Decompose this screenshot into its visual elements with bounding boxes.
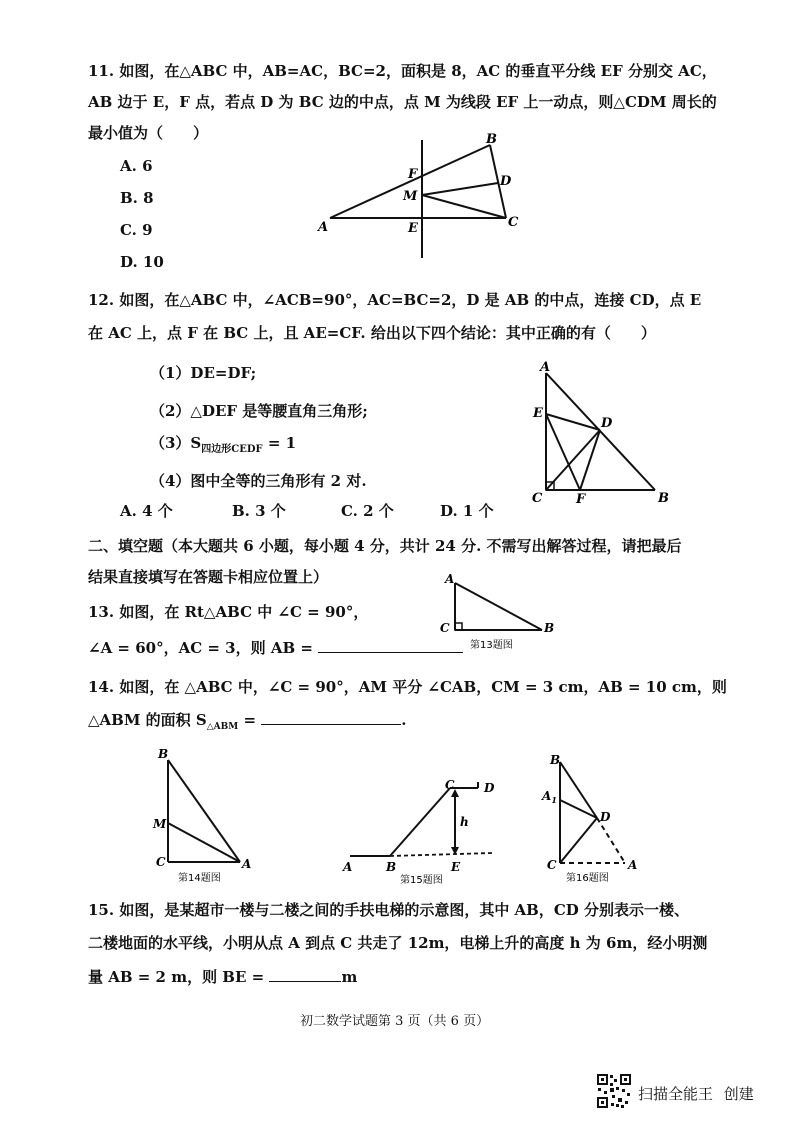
q15-label-b: B (386, 860, 397, 874)
q12-option-a: A. 4 个 (120, 502, 173, 520)
q12-option-c: C. 2 个 (341, 502, 394, 520)
q11-line1: 11. 如图，在△ABC 中，AB=AC，BC=2，面积是 8，AC 的垂直平分线 EF 分别交 AC， (88, 62, 717, 80)
q11-option-b: B. 8 (120, 189, 154, 207)
q15-label-e: E (451, 860, 461, 874)
q12-line1: 12. 如图，在△ABC 中，∠ACB=90°，AC=BC=2，D 是 AB 的中点，连接 CD，点 E (88, 291, 702, 309)
q11-label-c: C (508, 215, 519, 230)
q14-label-m: M (153, 817, 167, 831)
q16-label-d: D (600, 810, 611, 824)
q11-label-b: B (486, 132, 497, 147)
q13-line1: 13. 如图，在 Rt△ABC 中 ∠C = 90°， (88, 603, 369, 621)
q13-label-b: B (544, 621, 555, 635)
q13-label-c: C (440, 621, 450, 635)
q15-label-a: A (343, 860, 353, 874)
q15-label-c: C (445, 778, 455, 792)
q11-label-f: F (408, 167, 418, 182)
q13-label-a: A (445, 572, 455, 586)
q13-line2-text: ∠A = 60°，AC = 3，则 AB = (88, 639, 313, 657)
q14-caption: 第14题图 (178, 873, 221, 884)
q16-label-a1 (541, 789, 557, 805)
q14-line1: 14. 如图，在 △ABC 中，∠C = 90°，AM 平分 ∠CAB，CM = 3 cm，AB = 10 cm，则 (88, 678, 727, 696)
q16-label-b: B (550, 753, 561, 767)
q15-line2: 二楼地面的水平线，小明从点 A 到点 C 共走了 12m，电梯上升的高度 h 为 6m，经小明测 (88, 934, 708, 952)
q11-label-d: D (500, 174, 512, 189)
q12-label-b: B (658, 491, 669, 506)
scanner-watermark (638, 1083, 754, 1104)
q11-option-a: A. 6 (120, 157, 153, 175)
q15-line1: 15. 如图，是某超市一楼与二楼之间的手扶电梯的示意图，其中 AB，CD 分别表示一楼、 (88, 901, 690, 919)
q15-arrow-down (451, 847, 459, 855)
scanner-brand: 扫描全能王 (638, 1085, 714, 1103)
q12-item3-rest: = 1 (262, 434, 297, 452)
q12-label-d: D (601, 416, 613, 431)
q13-caption: 第13题图 (470, 640, 513, 651)
q12-option-d: D. 1 个 (440, 502, 494, 520)
q15-caption: 第15题图 (400, 875, 443, 886)
q14-line2: △ABM 的面积 $S_{\triangle ABM}$ = . (88, 708, 406, 732)
q14-line2-eq: = (238, 711, 257, 729)
q12-item2: （2）△DEF 是等腰直角三角形; (150, 402, 368, 420)
q15-label-d: D (484, 781, 495, 795)
q15-figure (350, 782, 492, 856)
q16-label-c: C (547, 858, 557, 872)
q14-label-c: C (156, 855, 166, 869)
q12-line2: 在 AC 上，点 F 在 BC 上，且 AE=CF. 给出以下四个结论：其中正确的有（ ） (88, 324, 656, 342)
qr-code-icon (596, 1073, 632, 1109)
q15-label-h: h (460, 815, 469, 829)
q15-answer-blank[interactable] (269, 965, 341, 982)
q12-label-a: A (540, 360, 551, 375)
page-footer: 初二数学试题第 3 页（共 6 页） (300, 1014, 490, 1029)
q15-unit: m (341, 968, 358, 986)
q16-label-a1-sub: 1 (551, 795, 557, 805)
q12-option-b: B. 3 个 (232, 502, 286, 520)
q11-label-m: M (403, 189, 418, 204)
q11-line2: AB 边于 E，F 点，若点 D 为 BC 边的中点，点 M 为线段 EF 上一动点，则△CDM 周长的 (88, 93, 717, 111)
q14-line2-lead: △ABM 的面积 S (88, 711, 207, 729)
q12-label-c: C (532, 491, 543, 506)
q14-label-a: A (242, 857, 252, 871)
q12-item4: （4）图中全等的三角形有 2 对. (150, 472, 367, 490)
q15-line3-text: 量 AB = 2 m，则 BE = (88, 968, 265, 986)
q12-label-e: E (533, 406, 543, 421)
q16-label-a: A (628, 858, 638, 872)
q16-caption: 第16题图 (566, 873, 609, 884)
q14-line2-sub: △ABM (206, 722, 239, 732)
scanner-action: 创建 (723, 1085, 754, 1103)
q16-figure (560, 762, 625, 863)
q15-line3 (88, 965, 357, 987)
section2-line1: 二、填空题（本大题共 6 小题，每小题 4 分，共计 24 分. 不需写出解答过程，请把最后 (88, 537, 682, 555)
q11-option-c: C. 9 (120, 221, 153, 239)
q14-label-b: B (158, 747, 169, 761)
section2-line2: 结果直接填写在答题卡相应位置上） (88, 568, 329, 586)
q12-label-f: F (576, 492, 586, 507)
q11-label-e: E (408, 221, 418, 236)
q14-figure (168, 760, 240, 862)
q11-line3: 最小值为（ ） (88, 124, 209, 142)
q11-option-d: D. 10 (120, 253, 164, 271)
q12-item1: （1）DE=DF; (150, 364, 257, 382)
q11-label-a: A (318, 220, 329, 235)
q16-label-a1-main: A (542, 789, 552, 803)
q12-item3-sub: 四边形CEDF (201, 444, 263, 455)
q12-item3-lead: （3）S (150, 434, 202, 452)
